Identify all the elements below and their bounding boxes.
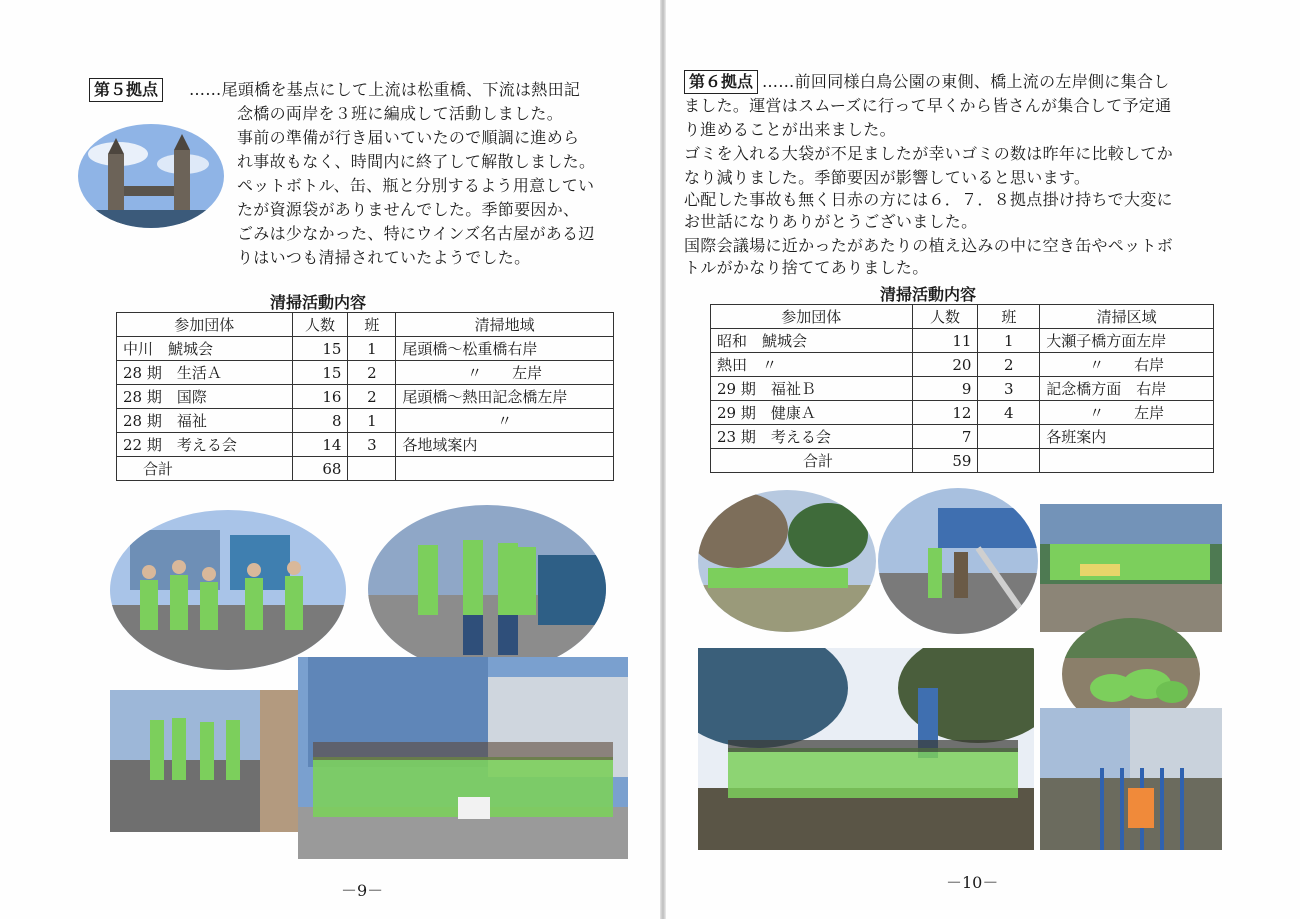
table-row	[711, 329, 1214, 353]
photo-walking-group	[368, 505, 606, 673]
table-header-row	[711, 305, 1214, 329]
cell-area: 尾頭橋～熱田記念橋左岸	[396, 385, 614, 409]
page-number-9: －9－	[341, 881, 384, 900]
header-count: 人数	[292, 313, 348, 337]
page-10	[666, 0, 1300, 919]
paragraph-line-2: 念橋の両岸を３班に編成して活動しました。	[237, 104, 564, 123]
header-group: 参加団体	[711, 305, 913, 329]
cell-group: 29 期 健康Ａ	[711, 401, 913, 425]
cell-count: 20	[912, 353, 978, 377]
table-row	[117, 385, 614, 409]
total-empty-team	[978, 449, 1040, 473]
total-empty-team	[348, 457, 396, 481]
cell-group: 28 期 生活Ａ	[117, 361, 293, 385]
paragraph-line-4: れ事故もなく、時間内に終了して解散しました。	[237, 152, 596, 171]
paragraph-line-8: りはいつも清掃されていたようでした。	[237, 248, 531, 267]
cell-count: 15	[292, 337, 348, 361]
cell-team: 2	[348, 361, 396, 385]
total-label: 合計	[711, 449, 913, 473]
total-empty-area	[1040, 449, 1214, 473]
paragraph-line-6: たが資源袋がありませんでした。季節要因か、	[237, 200, 580, 219]
cell-area: 記念橋方面 右岸	[1040, 377, 1214, 401]
table-total-row	[711, 449, 1214, 473]
cell-count: 8	[292, 409, 348, 433]
paragraph-line-1: ……尾頭橋を基点にして上流は松重橋、下流は熱田記	[189, 80, 581, 99]
header-area: 清掃区域	[1040, 305, 1214, 329]
cell-area: 〃	[396, 409, 614, 433]
cell-group: 28 期 福祉	[117, 409, 293, 433]
header-count: 人数	[912, 305, 978, 329]
header-area: 清掃地域	[396, 313, 614, 337]
activity-table	[116, 312, 614, 481]
cell-count: 16	[292, 385, 348, 409]
paragraph-line-7: お世話になりありがとうございました。	[684, 212, 978, 231]
cell-count: 14	[292, 433, 348, 457]
table-total-row	[117, 457, 614, 481]
section-label-6: 第６拠点	[684, 70, 758, 94]
cell-group: 28 期 国際	[117, 385, 293, 409]
cell-team: 1	[348, 409, 396, 433]
total-empty-area	[396, 457, 614, 481]
paragraph-line-3: り進めることが出来ました。	[684, 120, 896, 139]
cell-team: 4	[978, 401, 1040, 425]
photo-group-under-trees	[698, 648, 1034, 850]
paragraph-line-5: ペットボトル、缶、瓶と分別するよう用意してい	[237, 176, 595, 195]
table-row	[117, 433, 614, 457]
header-team: 班	[348, 313, 396, 337]
paragraph-line-6: 心配した事故も無く日赤の方には６．７．８拠点掛け持ちで大変に	[684, 190, 1173, 209]
paragraph-line-4: ゴミを入れる大袋が不足ましたが幸いゴミの数は昨年に比較してか	[684, 144, 1174, 163]
paragraph-line-1: ……前回同様白鳥公園の東側、橋上流の左岸側に集合し	[762, 72, 1170, 91]
table-row	[711, 353, 1214, 377]
table-title: 清掃活動内容	[880, 285, 977, 304]
cell-count: 11	[912, 329, 978, 353]
table-row	[711, 425, 1214, 449]
paragraph-line-3: 事前の準備が行き届いていたので順調に進めら	[237, 128, 580, 147]
section-label-5: 第５拠点	[89, 78, 163, 102]
cell-count: 7	[912, 425, 978, 449]
header-team: 班	[978, 305, 1040, 329]
cell-team: 2	[348, 385, 396, 409]
cell-team: 2	[978, 353, 1040, 377]
cell-area: 大瀬子橋方面左岸	[1040, 329, 1214, 353]
photo-riverside-walk	[878, 488, 1038, 634]
table-row	[711, 377, 1214, 401]
table-row	[117, 409, 614, 433]
cell-group: 23 期 考える会	[711, 425, 913, 449]
table-row	[711, 401, 1214, 425]
table-header-row	[117, 313, 614, 337]
cell-group: 中川 鯱城会	[117, 337, 293, 361]
total-label: 合計	[117, 457, 293, 481]
cell-area: 各地域案内	[396, 433, 614, 457]
table-row	[117, 337, 614, 361]
cell-count: 15	[292, 361, 348, 385]
cell-area: 尾頭橋～松重橋右岸	[396, 337, 614, 361]
table-title: 清掃活動内容	[270, 293, 367, 312]
cell-team: 1	[978, 329, 1040, 353]
cell-area: 〃 左岸	[396, 361, 614, 385]
photo-large-group-trees	[1040, 504, 1222, 632]
cell-area: 各班案内	[1040, 425, 1214, 449]
total-value: 68	[292, 457, 348, 481]
paragraph-line-2: ました。運営はスムーズに行って早くから皆さんが集合して予定通	[684, 96, 1172, 115]
total-value: 59	[912, 449, 978, 473]
cell-team: 3	[348, 433, 396, 457]
castle-bridge-illustration	[78, 124, 224, 228]
cell-group: 熱田 〃	[711, 353, 913, 377]
photo-street-cleanup	[110, 690, 298, 832]
cell-team	[978, 425, 1040, 449]
paragraph-line-5: なり減りました。季節要因が影響していると思います。	[684, 168, 1091, 187]
cell-count: 9	[912, 377, 978, 401]
table-row	[117, 361, 614, 385]
cell-group: 29 期 福祉Ｂ	[711, 377, 913, 401]
cell-area: 〃 左岸	[1040, 401, 1214, 425]
cell-area: 〃 右岸	[1040, 353, 1214, 377]
paragraph-line-8: 国際会議場に近かったがあたりの植え込みの中に空き缶やペットボ	[684, 236, 1174, 255]
paragraph-line-9: トルがかなり捨ててありました。	[684, 258, 929, 277]
cell-group: 昭和 鯱城会	[711, 329, 913, 353]
cell-count: 12	[912, 401, 978, 425]
header-group: 参加団体	[117, 313, 293, 337]
cell-team: 3	[978, 377, 1040, 401]
page-number-10: －10－	[946, 873, 999, 892]
cell-team: 1	[348, 337, 396, 361]
photo-group-bridge	[110, 510, 346, 670]
paragraph-line-7: ごみは少なかった、特にウインズ名古屋がある辺	[237, 224, 595, 243]
photo-fence-worker	[1040, 708, 1222, 850]
activity-table	[710, 304, 1214, 473]
photo-group-building	[298, 657, 628, 859]
photo-park-group	[698, 490, 876, 632]
cell-group: 22 期 考える会	[117, 433, 293, 457]
